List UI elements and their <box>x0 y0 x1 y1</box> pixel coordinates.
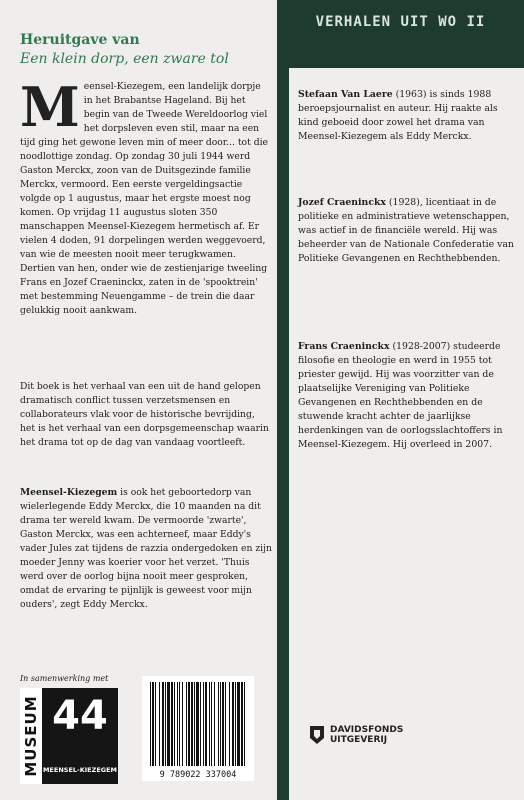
publisher-logo <box>308 724 403 746</box>
bio-jozef <box>298 196 516 266</box>
publisher-type: UITGEVERIJ <box>330 735 388 745</box>
series-title: VERHALEN UIT WO II <box>315 14 486 30</box>
cooperation-label: In samenwerking met <box>20 674 109 683</box>
paragraph-story-text: eensel-Kiezegem, een landelijk dorpje in het Brabantse Hageland. Bij het begin van de Tweede Wereldoorlog viel het dorpsleven even stil, maar na een tijd ging het gewone leven min of meer door... tot die noodlottige zondag. Op zondag 30 juli 1944 werd Gaston Merckx, zoon van de Duitsgezinde familie Merckx, vermoord. Een eerste vergeldingsactie volgde op 1 augustus, maar het ergste moest nog komen. Op vrijdag 11 augustus sloten 350 manschappen Meensel-Kiezegem hermetisch af. Er vielen 4 doden, 91 dorpelingen werden weggevoerd, van wie de meesten nooit meer terugkwamen. Dertien van hen, onder wie de zestienjarige tweeling Frans en Jozef Craeninckx, zaten in de 'spooktrein' met bestemming Neuengamme – de trein die daar gelukkig nooit aankwam. <box>20 81 268 316</box>
bio-stefaan <box>298 88 516 144</box>
bio-frans <box>298 340 516 452</box>
bio-name: Jozef Craeninckx <box>298 197 386 208</box>
publisher-name: DAVIDSFONDS <box>330 725 404 735</box>
bio-name: Stefaan Van Laere <box>298 89 393 100</box>
paragraph-story <box>20 75 272 318</box>
paragraph-book: Dit boek is het verhaal van een uit de hand gelopen dramatisch conflict tussen verzetsmensen en collaborateurs vlak voor de historische bevrijding, het is het verhaal van een dorpsgemeenschap waarin het drama tot op de dag van vandaag voortleeft. <box>20 381 269 448</box>
museum-44-logo: MUSEUM 44 MEENSEL-KIEZEGEM <box>20 688 118 784</box>
drop-cap: M <box>20 75 80 139</box>
bio-name: Frans Craeninckx <box>298 341 390 352</box>
bio-text: (1963) is sinds 1988 beroepsjournalist en auteur. Hij raakte als kind geboeid door zowel het drama van Meensel-Kiezegem als Eddy Merckx. <box>298 89 498 142</box>
isbn-digits: 9 789022 337004 <box>159 770 237 780</box>
bio-text: (1928-2007) studeerde filosofie en theologie en werd in 1955 tot priester gewijd. Hij was voorzitter van de plaatselijke Vereniging van Politieke Gevangenen en Rechthebbenden en de stuwende kracht achter de jaarlijkse herdenkingen van de oorlogsslachtoffers in Meensel-Kiezegem. Hij overleed in 2007. <box>298 341 503 450</box>
village-name: Meensel-Kiezegem <box>20 487 118 498</box>
bio-text: (1928), licentiaat in de politieke en administratieve wetenschappen, was actief in de financiële wereld. Hij was beheerder van de Nationale Confederatie van Politieke Gevangenen en Rechthebbenden. <box>298 197 514 264</box>
paragraph-merckx-text: is ook het geboortedorp van wielerlegende Eddy Merckx, die 10 maanden na dit drama ter wereld kwam. De vermoorde 'zwarte', Gaston Merckx, was een achterneef, maar Eddy's vader Jules zat tijdens de razzia ondergedoken en zijn moeder Jenny was koerier voor het verzet. 'Thuis werd over de oorlog bijna nooit meer gesproken, omdat de ervaring te pijnlijk is geweest voor mijn ouders', zegt Eddy Merckx. <box>20 487 272 610</box>
original-title: Een klein dorp, een zware tol <box>20 51 229 67</box>
paragraph-merckx <box>20 486 272 612</box>
reissue-label: Heruitgave van <box>20 32 140 48</box>
publisher-mark-icon <box>308 724 326 746</box>
isbn-barcode <box>142 676 254 781</box>
author-bios-panel <box>289 68 524 800</box>
